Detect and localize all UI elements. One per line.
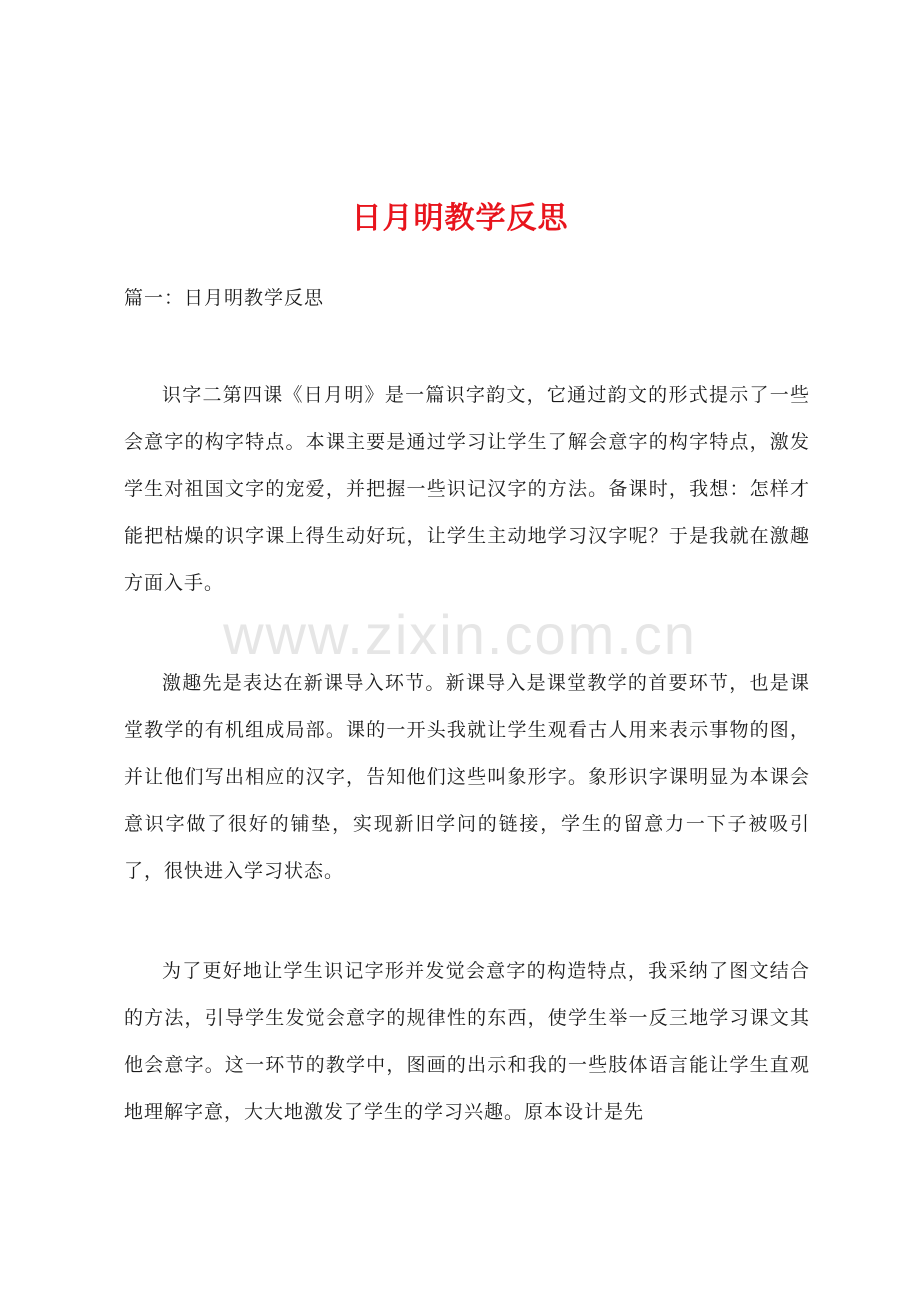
document-title: 日月明教学反思 (351, 201, 569, 236)
paragraph-1: 识字二第四课《日月明》是一篇识字韵文，它通过韵文的形式提示了一些会意字的构字特点。本课主要是通过学习让学生了解会意字的构字特点，激发学生对祖国文字的宠爱，并把握一些识记汉字的方法。备课时，我想：怎样才能把枯燥的识字课上得生动好玩，让学生主动地学习汉字呢？于是我就在激趣方面入手。 (124, 384, 810, 594)
paragraph-3: 为了更好地让学生识记字形并发觉会意字的构造特点，我采纳了图文结合的方法，引导学生发觉会意字的规律性的东西，使学生举一反三地学习课文其他会意字。这一环节的教学中，图画的出示和我的一些肢体语言能让学生直观地理解字意，大大地激发了学生的学习兴趣。原本设计是先 (124, 960, 810, 1123)
watermark-text: www.zixin.com.cn (223, 603, 697, 666)
paragraph-2: 激趣先是表达在新课导入环节。新课导入是课堂教学的首要环节，也是课堂教学的有机组成局部。课的一开头我就让学生观看古人用来表示事物的图，并让他们写出相应的汉字，告知他们这些叫象形字。象形识字课明显为本课会意识字做了很好的铺垫，实现新旧学问的链接，学生的留意力一下子被吸引了，很快进入学习状态。 (124, 672, 810, 882)
section-heading: 篇一：日月明教学反思 (124, 287, 325, 309)
